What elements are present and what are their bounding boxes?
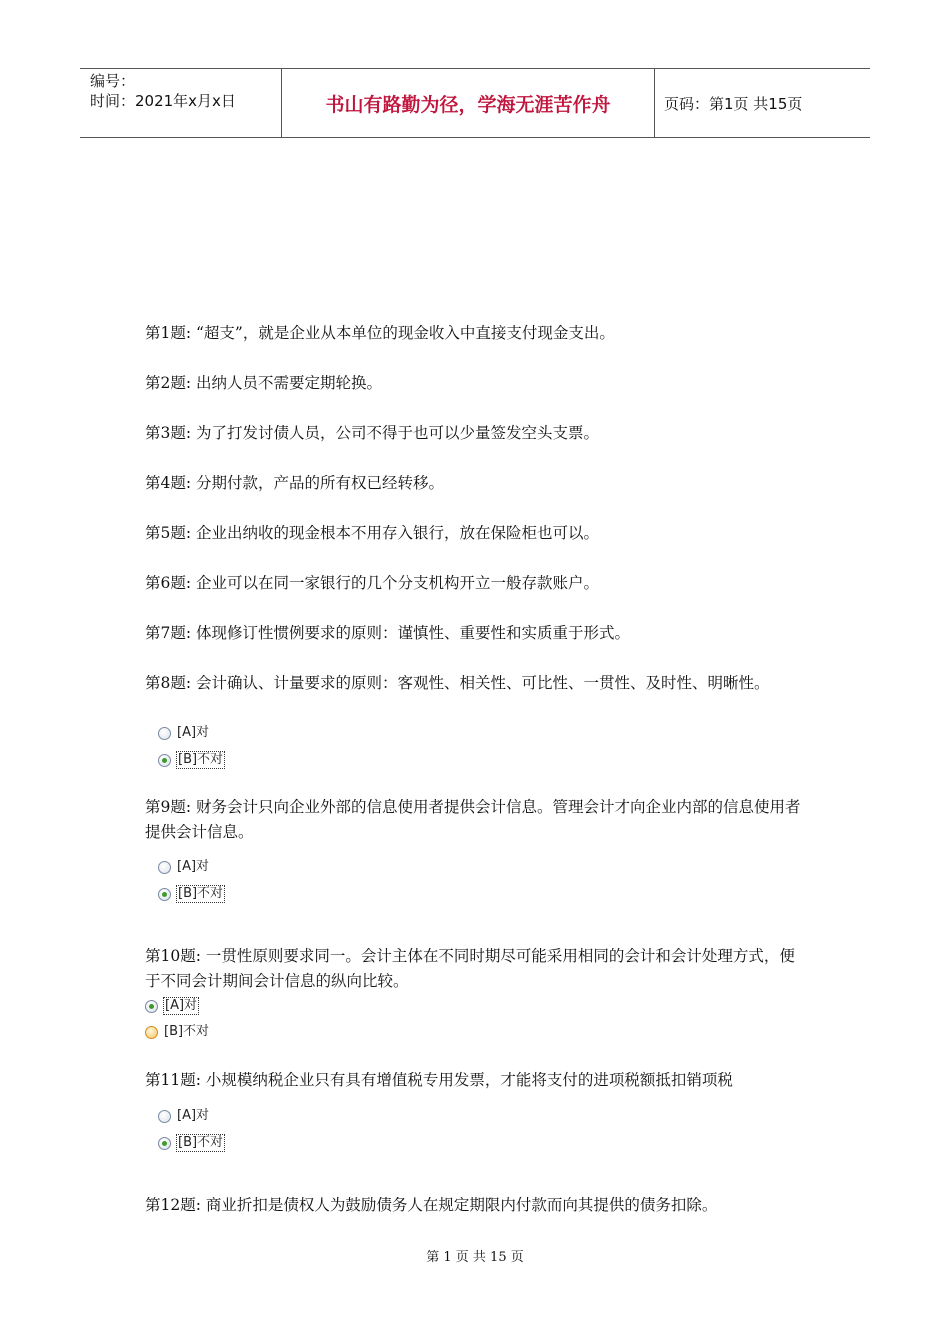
q9-option-a[interactable] bbox=[158, 857, 210, 877]
header-page-info: 页码：第1页 共15页 bbox=[664, 94, 803, 113]
question-12: 第12题: 商业折扣是债权人为鼓励债务人在规定期限内付款而向其提供的债务扣除。 bbox=[145, 1196, 718, 1214]
option-label: [B]不对 bbox=[164, 1024, 210, 1039]
document-number-label: 编号： bbox=[90, 72, 136, 90]
question-1: 第1题: “超支”，就是企业从本单位的现金收入中直接支付现金支出。 bbox=[145, 324, 615, 342]
radio-button-selected[interactable] bbox=[158, 888, 171, 901]
option-label: [A]对 bbox=[177, 725, 210, 740]
option-label: [A]对 bbox=[177, 859, 210, 874]
radio-button[interactable] bbox=[158, 727, 171, 740]
header-motto: 书山有路勤为径，学海无涯苦作舟 bbox=[325, 93, 611, 116]
page-footer: 第 1 页 共 15 页 bbox=[426, 1250, 524, 1265]
document-header bbox=[80, 68, 870, 138]
q9-option-b[interactable] bbox=[158, 884, 225, 904]
header-meta bbox=[80, 69, 281, 137]
document-date: 时间：2021年x月x日 bbox=[90, 92, 236, 110]
radio-button[interactable] bbox=[158, 861, 171, 874]
question-11: 第11题: 小规模纳税企业只有具有增值税专用发票，才能将支付的进项税额抵扣销项税 bbox=[145, 1071, 733, 1089]
q10-option-b[interactable] bbox=[145, 1022, 210, 1042]
question-3: 第3题: 为了打发讨债人员，公司不得于也可以少量签发空头支票。 bbox=[145, 424, 600, 442]
option-label: [A]对 bbox=[177, 1108, 210, 1123]
q8-option-b[interactable] bbox=[158, 750, 225, 770]
question-5: 第5题: 企业出纳收的现金根本不用存入银行，放在保险柜也可以。 bbox=[145, 524, 600, 542]
radio-button-selected[interactable] bbox=[158, 1137, 171, 1150]
option-label: [B]不对 bbox=[178, 752, 224, 767]
question-10: 第10题: 一贯性原则要求同一。会计主体在不同时期尽可能采用相同的会计和会计处理方式，便于不同会计期间会计信息的纵向比较。 bbox=[145, 947, 795, 990]
option-label: [A]对 bbox=[165, 998, 198, 1013]
question-9: 第9题: 财务会计只向企业外部的信息使用者提供会计信息。管理会计才向企业内部的信息使用者提供会计信息。 bbox=[145, 798, 801, 841]
q8-option-a[interactable] bbox=[158, 723, 210, 743]
question-6: 第6题: 企业可以在同一家银行的几个分支机构开立一般存款账户。 bbox=[145, 574, 600, 592]
radio-button[interactable] bbox=[158, 1110, 171, 1123]
q11-option-b[interactable] bbox=[158, 1133, 225, 1153]
q10-option-a[interactable] bbox=[145, 996, 199, 1016]
header-divider bbox=[654, 69, 655, 137]
question-7: 第7题: 体现修订性惯例要求的原则：谨慎性、重要性和实质重于形式。 bbox=[145, 624, 631, 642]
question-2: 第2题: 出纳人员不需要定期轮换。 bbox=[145, 374, 383, 392]
radio-button-selected[interactable] bbox=[145, 1000, 158, 1013]
question-4: 第4题: 分期付款，产品的所有权已经转移。 bbox=[145, 474, 445, 492]
q11-option-a[interactable] bbox=[158, 1106, 210, 1126]
question-8: 第8题: 会计确认、计量要求的原则：客观性、相关性、可比性、一贯性、及时性、明晰性。 bbox=[145, 674, 770, 692]
option-label: [B]不对 bbox=[178, 886, 224, 901]
option-label: [B]不对 bbox=[178, 1135, 224, 1150]
radio-button-selected[interactable] bbox=[158, 754, 171, 767]
radio-button[interactable] bbox=[145, 1026, 158, 1039]
